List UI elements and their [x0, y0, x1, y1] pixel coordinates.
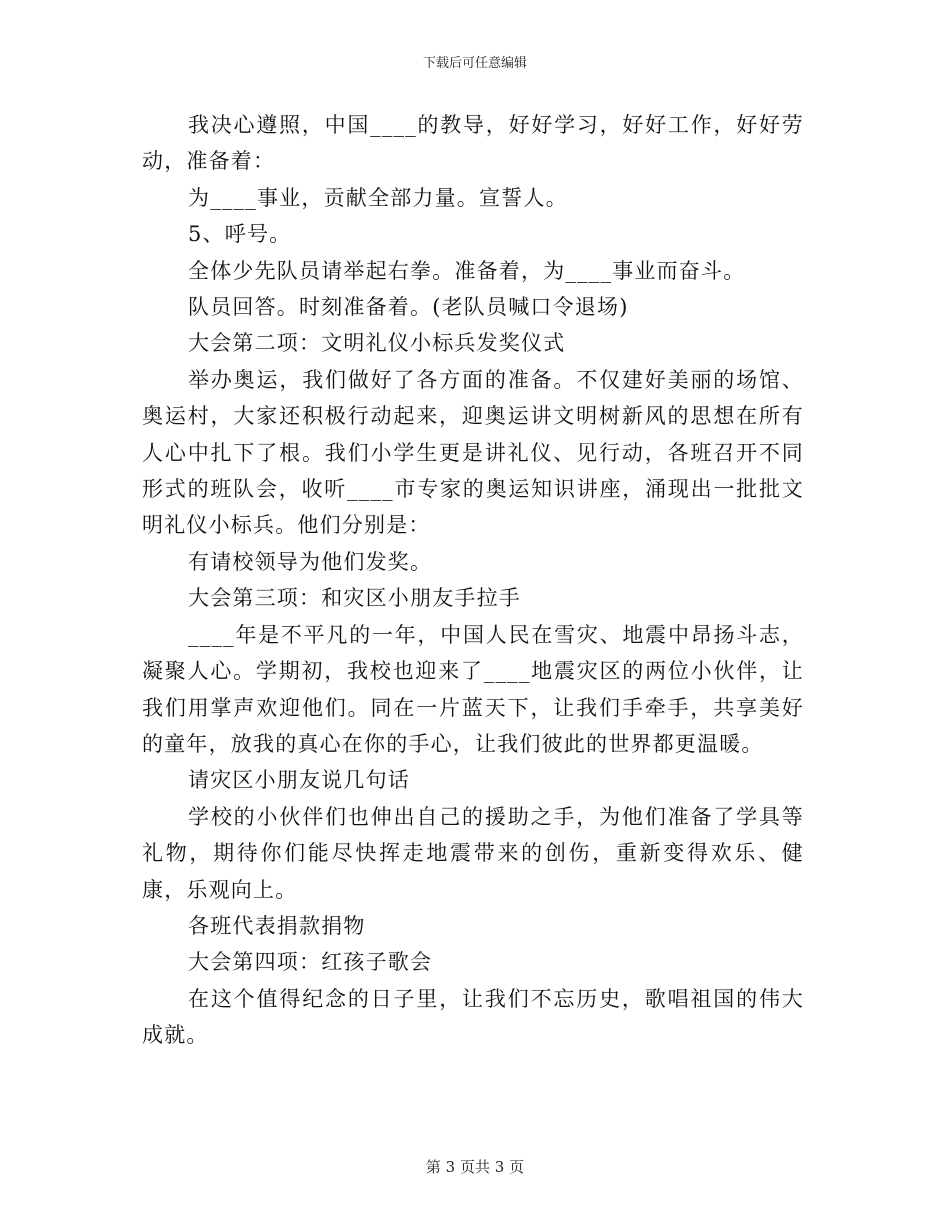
document-body — [142, 107, 804, 1054]
paragraph-help: 学校的小伙伴们也伸出自己的援助之手，为他们准备了学具等礼物，期待你们能尽快挥走地震带来的创伤，重新变得欢乐、健康，乐观向上。 — [142, 804, 804, 902]
paragraph-olympics: 举办奥运，我们做好了各方面的准备。不仅建好美丽的场馆、奥运村，大家还积极行动起来，迎奥运讲文明树新风的思想在所有人心中扎下了根。我们小学生更是讲礼仪、见行动，各班召开不同形式的班队会，收听____市专家的奥运知识讲座，涌现出一批批文明礼仪小标兵。他们分别是： — [142, 367, 804, 538]
page-number: 第 3 页共 3 页 — [425, 1158, 525, 1176]
paragraph-oath-end: 为____事业，贡献全部力量。宣誓人。 — [188, 185, 568, 210]
paragraph-oath: 我决心遵照，中国____的教导，好好学习，好好工作，好好劳动，准备着： — [142, 113, 804, 174]
paragraph-donation: 各班代表捐款捐物 — [188, 913, 366, 938]
paragraph-item-four-heading: 大会第四项：红孩子歌会 — [188, 950, 433, 975]
paragraph-item-two-heading: 大会第二项：文明礼仪小标兵发奖仪式 — [188, 331, 566, 356]
paragraph-slogan: 全体少先队员请举起右拳。准备着，为____事业而奋斗。 — [188, 258, 746, 283]
paragraph-award: 有请校领导为他们发奖。 — [188, 549, 433, 574]
paragraph-reply: 队员回答。时刻准备着。(老队员喊口令退场) — [188, 295, 629, 320]
paragraph-disaster-speech: 请灾区小朋友说几句话 — [188, 768, 410, 793]
paragraph-slogan-heading: 5、呼号。 — [188, 222, 292, 247]
page-header: 下载后可任意编辑 — [422, 56, 527, 71]
paragraph-item-three-heading: 大会第三项：和灾区小朋友手拉手 — [188, 586, 521, 611]
paragraph-song: 在这个值得纪念的日子里，让我们不忘历史，歌唱祖国的伟大成就。 — [142, 986, 804, 1048]
paragraph-disaster-year: ____年是不平凡的一年，中国人民在雪灾、地震中昂扬斗志，凝聚人心。学期初，我校也迎来了____地震灾区的两位小伙伴，让我们用掌声欢迎他们。同在一片蓝天下，让我们手牵手，共享美好的童年，放我的真心在你的手心，让我们彼此的世界都更温暖。 — [142, 622, 804, 756]
